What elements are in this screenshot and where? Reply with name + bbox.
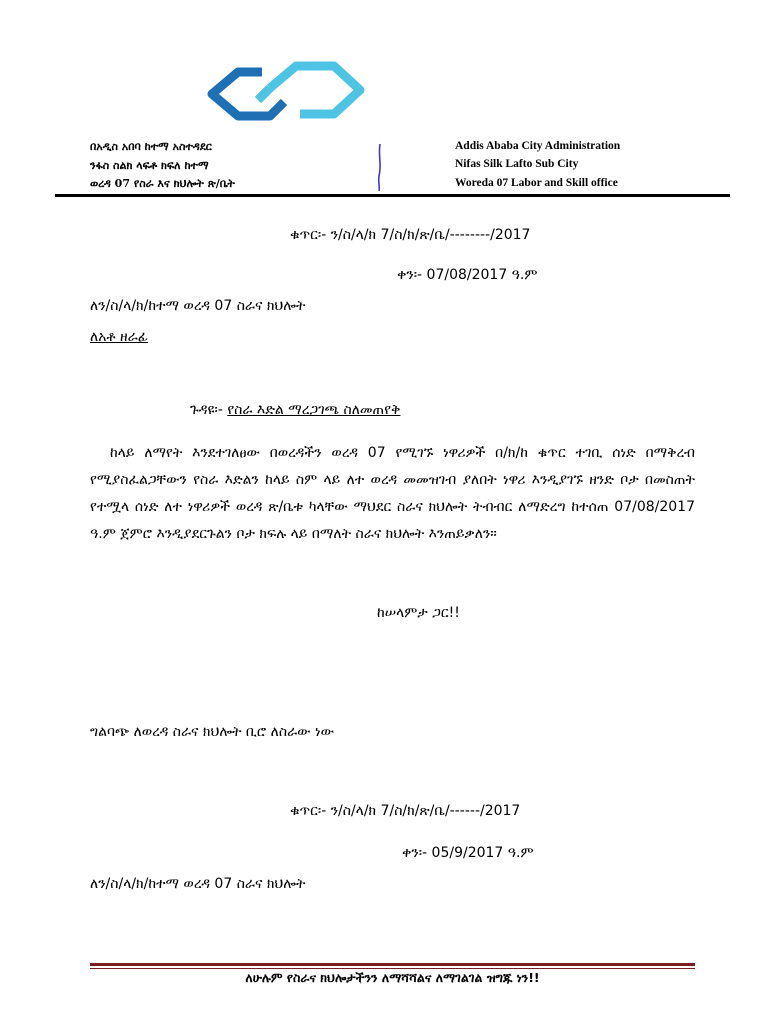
letter1-addressee: ለአቶ ዘራፊ	[90, 329, 149, 345]
letter2-recipient: ለን/ስ/ላ/ክ/ከተማ ወረዳ 07 ስራና ክህሎት	[90, 876, 306, 892]
letter1-recipient: ለን/ስ/ላ/ክ/ከተማ ወረዳ 07 ስራና ክህሎት	[90, 298, 306, 314]
footer-motto: ለሁሉም የስራና ክህሎታችንን ለማሻሻልና ለማገልገል ዝግጁ ነን!!	[245, 970, 540, 985]
letter1-date: ቀን፡- 07/08/2017 ዓ.ም	[397, 267, 538, 283]
header-rule	[55, 194, 730, 197]
letter1-closing: ከሠላምታ ጋር!!	[377, 605, 460, 621]
letter1-body: ከላይ ለማየት እንደተገለፀው በወረዳችን ወረዳ 07 የሚገኙ ነዋሪዎች በ/ክ/ከ ቁጥር ተገቢ ሰነድ በማቅረብ የሚያስፈልጋቸውን የስራ እድልን ከላይ ስም ላይ ለተ ወረዳ መመዝገብ ያለበት ነዋሪ እንዲያገኙ ዘንድ ቦታ በመስጠት የተሟላ ሰነድ ለተ ነዋሪዎች ወረዳ ጽ/ቤቱ ካላቸው ማህደር ስራና ክህሎት ትብብር ለማድረግ ከተሰጠ 07/08/2017 ዓ.ም ጀምሮ እንዲያደርጉልን ቦታ ክፍሉ ላይ በማለት ስራና ክህሎት እንጠይቃለን።	[90, 445, 695, 542]
header-amharic-line-1: በአዲስ አበባ ከተማ አስተዳደር	[90, 140, 212, 153]
office-logo	[200, 58, 372, 124]
header-amharic-line-2: ንፋስ ስልክ ላፍቶ ክፍለ ከተማ	[90, 159, 209, 172]
logo-dark-link-icon	[212, 72, 284, 116]
letter1-subject	[190, 402, 400, 418]
header-amharic-line-3: ወረዳ 07 የስራ እና ክህሎት ጽ/ቤት	[90, 177, 235, 190]
copy-line: ግልባጭ ለወረዳ ስራና ክህሎት ቢሮ ለስራው ነው	[90, 724, 335, 740]
footer-rule	[90, 963, 695, 966]
header-divider	[376, 142, 384, 192]
letter1-reference: ቁጥር፡- ን/ስ/ላ/ክ 7/ስ/ክ/ጽ/ቤ/--------/2017	[290, 227, 531, 243]
letter2-date: ቀን፡- 05/9/2017 ዓ.ም	[402, 845, 534, 861]
header-english-line-2: Nifas Silk Lafto Sub City	[455, 158, 579, 170]
header-english-line-3: Woreda 07 Labor and Skill office	[455, 177, 618, 189]
footer-rule-thin	[90, 968, 695, 969]
subject-prefix: ጉዳዩ፡-	[190, 402, 223, 418]
subject-text: የስራ እድል ማረጋገጫ ስለመጠየቅ	[227, 402, 401, 418]
letter2-reference: ቁጥር፡- ን/ስ/ላ/ክ 7/ስ/ክ/ጽ/ቤ/------/2017	[290, 803, 521, 819]
header-english-line-1: Addis Ababa City Administration	[455, 140, 621, 152]
